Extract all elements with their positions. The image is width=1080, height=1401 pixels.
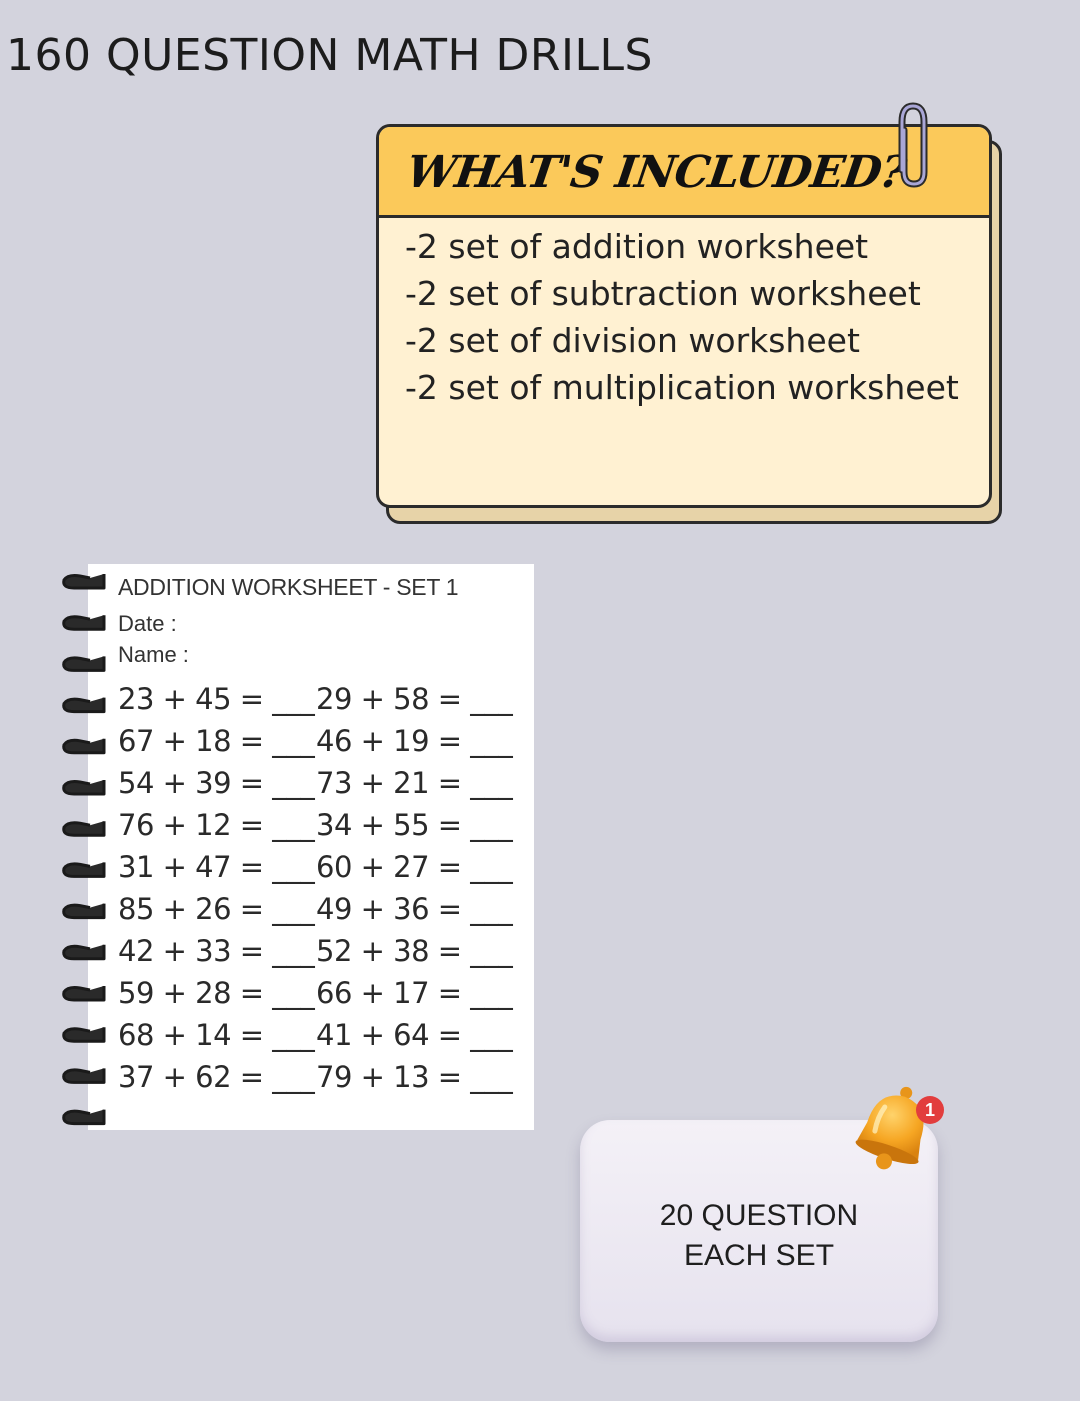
date-label: Date : [118, 611, 177, 636]
spiral-ring [64, 862, 104, 876]
spiral-ring [64, 1110, 104, 1124]
problem: 60 + 27 = ___ [316, 850, 513, 884]
problem: 73 + 21 = ___ [316, 766, 513, 800]
spiral-ring [64, 698, 104, 712]
spiral-ring [64, 574, 104, 588]
problem-grid [118, 678, 514, 1098]
problem: 76 + 12 = ___ [118, 808, 315, 842]
included-heading: WHAT'S INCLUDED? [403, 147, 909, 198]
paperclip-icon [888, 100, 938, 192]
spiral-ring [64, 1027, 104, 1041]
bell-icon [836, 1080, 946, 1180]
included-item: -2 set of addition worksheet [405, 227, 869, 266]
problem: 67 + 18 = ___ [118, 724, 315, 758]
included-item: -2 set of division worksheet [405, 321, 860, 360]
spiral-ring [64, 945, 104, 959]
spiral-ring [64, 615, 104, 629]
spiral-ring [64, 780, 104, 794]
problem: 54 + 39 = ___ [118, 766, 315, 800]
problem: 66 + 17 = ___ [316, 976, 513, 1010]
question-count-text [580, 1196, 938, 1276]
problem: 29 + 58 = ___ [316, 682, 513, 716]
problem: 52 + 38 = ___ [316, 934, 513, 968]
problem: 34 + 55 = ___ [316, 808, 513, 842]
included-item: -2 set of multiplication worksheet [405, 368, 959, 407]
question-count-line1: 20 QUESTION [659, 1199, 859, 1232]
included-item: -2 set of subtraction worksheet [405, 274, 921, 313]
problem: 31 + 47 = ___ [118, 850, 315, 884]
spiral-ring [64, 986, 104, 1000]
question-count-line2: EACH SET [683, 1239, 835, 1272]
page-title: 160 QUESTION MATH DRILLS [6, 30, 653, 81]
problem: 37 + 62 = ___ [118, 1060, 315, 1094]
problem: 41 + 64 = ___ [316, 1018, 513, 1052]
notification-badge: 1 [916, 1096, 944, 1124]
problem: 85 + 26 = ___ [118, 892, 315, 926]
problem: 68 + 14 = ___ [118, 1018, 315, 1052]
spiral-ring [64, 656, 104, 670]
worksheet-title: ADDITION WORKSHEET - SET 1 [118, 574, 459, 600]
spiral-ring [64, 1068, 104, 1082]
problem: 49 + 36 = ___ [316, 892, 513, 926]
spiral-ring [64, 904, 104, 918]
problem: 23 + 45 = ___ [118, 682, 315, 716]
problem: 59 + 28 = ___ [118, 976, 315, 1010]
included-list [405, 223, 959, 411]
problem: 42 + 33 = ___ [118, 934, 315, 968]
problem: 79 + 13 = ___ [316, 1060, 513, 1094]
name-label: Name : [118, 642, 189, 667]
spiral-ring [64, 821, 104, 835]
spiral-binding-icon [60, 560, 110, 1130]
problem: 46 + 19 = ___ [316, 724, 513, 758]
spiral-ring [64, 739, 104, 753]
